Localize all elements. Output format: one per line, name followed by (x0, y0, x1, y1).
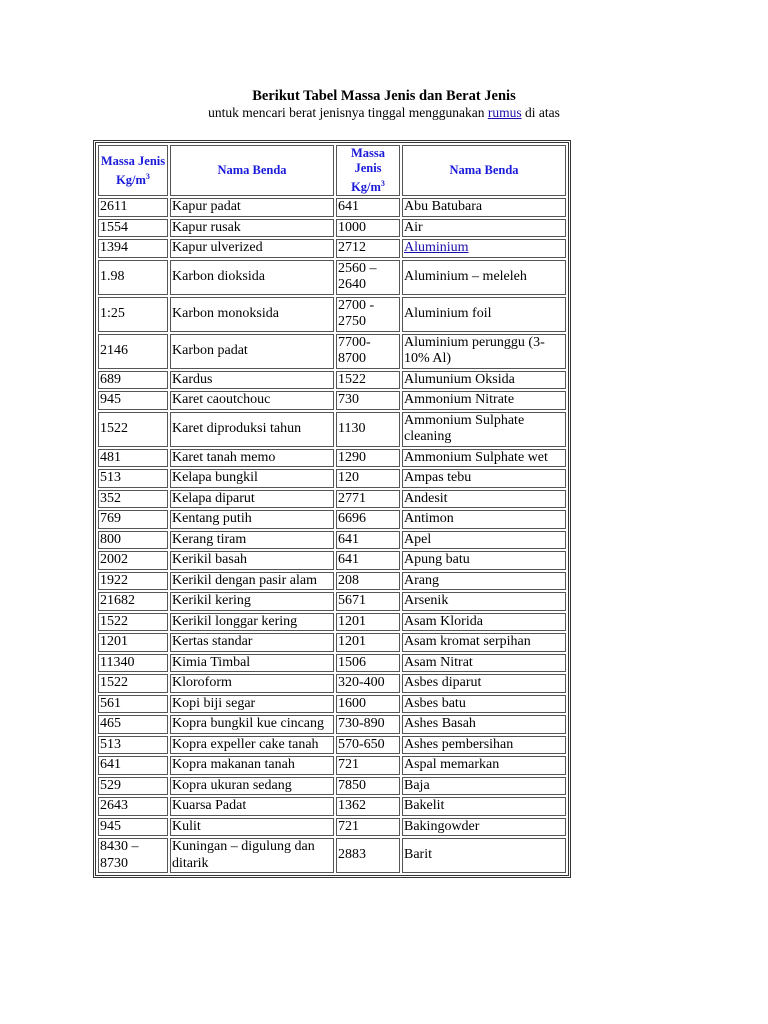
nama-benda-cell: Kerikil longgar kering (170, 613, 334, 632)
massa-jenis-cell: 641 (336, 531, 400, 550)
massa-jenis-cell: 689 (98, 371, 168, 390)
table-row (98, 818, 566, 837)
nama-benda-cell: Kimia Timbal (170, 654, 334, 673)
nama-benda-cell: Kardus (170, 371, 334, 390)
table-row (98, 715, 566, 734)
nama-benda-cell: Apel (402, 531, 566, 550)
nama-benda-cell: Asam Nitrat (402, 654, 566, 673)
density-table (93, 140, 571, 878)
table-row (98, 334, 566, 369)
massa-jenis-cell: 1522 (336, 371, 400, 390)
nama-benda-cell: Arang (402, 572, 566, 591)
table-row (98, 371, 566, 390)
massa-jenis-cell: 1362 (336, 797, 400, 816)
nama-benda-cell: Kapur ulverized (170, 239, 334, 258)
table-row (98, 510, 566, 529)
page-title: Berikut Tabel Massa Jenis dan Berat Jenis (252, 88, 516, 104)
nama-benda-cell: Karbon monoksida (170, 297, 334, 332)
nama-benda-cell: Aluminium perunggu (3-10% Al) (402, 334, 566, 369)
nama-benda-cell: Ammonium Nitrate (402, 391, 566, 410)
nama-benda-cell: Karet caoutchouc (170, 391, 334, 410)
nama-benda-cell: Abu Batubara (402, 198, 566, 217)
table-row (98, 551, 566, 570)
massa-jenis-cell: 1506 (336, 654, 400, 673)
massa-jenis-cell: 529 (98, 777, 168, 796)
nama-benda-cell: Kuarsa Padat (170, 797, 334, 816)
massa-jenis-cell: 1922 (98, 572, 168, 591)
nama-benda-cell: Kerikil dengan pasir alam (170, 572, 334, 591)
massa-jenis-cell: 21682 (98, 592, 168, 611)
nama-benda-cell: Antimon (402, 510, 566, 529)
massa-jenis-cell: 6696 (336, 510, 400, 529)
massa-jenis-cell: 513 (98, 469, 168, 488)
massa-jenis-cell: 7850 (336, 777, 400, 796)
massa-jenis-cell: 1000 (336, 219, 400, 238)
massa-jenis-cell: 8430 – 8730 (98, 838, 168, 873)
nama-benda-cell: Bakingowder (402, 818, 566, 837)
nama-benda-cell: Kopra bungkil kue cincang (170, 715, 334, 734)
nama-benda-cell: Karbon padat (170, 334, 334, 369)
massa-jenis-cell: 513 (98, 736, 168, 755)
massa-jenis-cell: 2771 (336, 490, 400, 509)
table-row (98, 674, 566, 693)
massa-jenis-cell: 730 (336, 391, 400, 410)
massa-jenis-cell: 1130 (336, 412, 400, 447)
table-body (98, 198, 566, 873)
table-row (98, 260, 566, 295)
nama-benda-cell: Andesit (402, 490, 566, 509)
column-header-massa-jenis-1: Massa Jenis $Kg/m^3$ (98, 145, 168, 196)
nama-benda-cell: Karbon dioksida (170, 260, 334, 295)
nama-benda-cell: Asbes diparut (402, 674, 566, 693)
table-row (98, 219, 566, 238)
massa-jenis-cell: 2002 (98, 551, 168, 570)
table-row (98, 572, 566, 591)
page-subtitle (0, 104, 768, 122)
massa-jenis-cell: 2712 (336, 239, 400, 258)
nama-benda-cell: Kopra ukuran sedang (170, 777, 334, 796)
table-row (98, 777, 566, 796)
massa-jenis-cell: 465 (98, 715, 168, 734)
nama-benda-cell: Ampas tebu (402, 469, 566, 488)
massa-jenis-cell: 1:25 (98, 297, 168, 332)
table-row (98, 490, 566, 509)
massa-jenis-cell: 721 (336, 818, 400, 837)
nama-benda-cell: Kentang putih (170, 510, 334, 529)
nama-benda-cell: Kerikil kering (170, 592, 334, 611)
massa-jenis-cell: 208 (336, 572, 400, 591)
nama-benda-cell: Arsenik (402, 592, 566, 611)
nama-benda-cell: Kopi biji segar (170, 695, 334, 714)
table-row (98, 613, 566, 632)
nama-benda-cell: Asbes batu (402, 695, 566, 714)
massa-jenis-cell: 1201 (336, 633, 400, 652)
nama-benda-cell: Ashes Basah (402, 715, 566, 734)
nama-benda-cell: Apung batu (402, 551, 566, 570)
nama-benda-cell: Kapur rusak (170, 219, 334, 238)
massa-jenis-cell: 2560 – 2640 (336, 260, 400, 295)
table-row (98, 297, 566, 332)
massa-jenis-cell: 1522 (98, 674, 168, 693)
nama-benda-cell: Aluminium foil (402, 297, 566, 332)
massa-jenis-cell: 1522 (98, 613, 168, 632)
nama-benda-cell: Kertas standar (170, 633, 334, 652)
massa-jenis-cell: 352 (98, 490, 168, 509)
nama-benda-cell (402, 239, 566, 258)
material-link[interactable]: Aluminium (404, 240, 469, 256)
table-row (98, 756, 566, 775)
nama-benda-cell: Kerang tiram (170, 531, 334, 550)
massa-jenis-cell: 945 (98, 818, 168, 837)
nama-benda-cell: Kopra makanan tanah (170, 756, 334, 775)
nama-benda-cell: Kuningan – digulung dan ditarik (170, 838, 334, 873)
nama-benda-cell: Baja (402, 777, 566, 796)
rumus-link[interactable]: rumus (487, 105, 522, 120)
massa-jenis-cell: 481 (98, 449, 168, 468)
massa-jenis-cell: 570-650 (336, 736, 400, 755)
table-row (98, 391, 566, 410)
nama-benda-cell: Ammonium Sulphate cleaning (402, 412, 566, 447)
nama-benda-cell: Aluminium – meleleh (402, 260, 566, 295)
table-row (98, 592, 566, 611)
table-header-row (98, 145, 566, 196)
massa-jenis-cell: 561 (98, 695, 168, 714)
nama-benda-cell: Kloroform (170, 674, 334, 693)
massa-jenis-cell: 320-400 (336, 674, 400, 693)
nama-benda-cell: Barit (402, 838, 566, 873)
column-header-nama-benda-1: Nama Benda (170, 145, 334, 196)
massa-jenis-cell: 1394 (98, 239, 168, 258)
massa-jenis-cell: 1600 (336, 695, 400, 714)
nama-benda-cell: Kopra expeller cake tanah (170, 736, 334, 755)
massa-jenis-cell: 11340 (98, 654, 168, 673)
massa-jenis-cell: 1554 (98, 219, 168, 238)
massa-jenis-cell: 1522 (98, 412, 168, 447)
table-row (98, 695, 566, 714)
table-row (98, 838, 566, 873)
nama-benda-cell: Asam kromat serpihan (402, 633, 566, 652)
massa-jenis-cell: 641 (336, 198, 400, 217)
massa-jenis-cell: 5671 (336, 592, 400, 611)
massa-jenis-cell: 721 (336, 756, 400, 775)
table-row (98, 797, 566, 816)
nama-benda-cell: Kelapa diparut (170, 490, 334, 509)
table-row (98, 412, 566, 447)
massa-jenis-cell: 1201 (98, 633, 168, 652)
nama-benda-cell: Bakelit (402, 797, 566, 816)
nama-benda-cell: Kapur padat (170, 198, 334, 217)
column-header-massa-jenis-2: Massa Jenis $Kg/m^3$ (336, 145, 400, 196)
subtitle-text-after: di atas (524, 105, 560, 120)
massa-jenis-cell: 2643 (98, 797, 168, 816)
massa-jenis-cell: 769 (98, 510, 168, 529)
nama-benda-cell: Aspal memarkan (402, 756, 566, 775)
subtitle-text-before: untuk mencari berat jenisnya tinggal menggunakan (208, 105, 485, 120)
nama-benda-cell: Kerikil basah (170, 551, 334, 570)
nama-benda-cell: Asam Klorida (402, 613, 566, 632)
massa-jenis-cell: 800 (98, 531, 168, 550)
massa-jenis-cell: 120 (336, 469, 400, 488)
nama-benda-cell: Alumunium Oksida (402, 371, 566, 390)
table-row (98, 633, 566, 652)
massa-jenis-cell: 1290 (336, 449, 400, 468)
nama-benda-cell: Karet tanah memo (170, 449, 334, 468)
nama-benda-cell: Ammonium Sulphate wet (402, 449, 566, 468)
massa-jenis-cell: 641 (98, 756, 168, 775)
massa-jenis-cell: 2146 (98, 334, 168, 369)
nama-benda-cell: Karet diproduksi tahun (170, 412, 334, 447)
table-row (98, 449, 566, 468)
table-row (98, 736, 566, 755)
massa-jenis-cell: 1.98 (98, 260, 168, 295)
table-row (98, 239, 566, 258)
nama-benda-cell: Air (402, 219, 566, 238)
massa-jenis-cell: 2883 (336, 838, 400, 873)
table-row (98, 469, 566, 488)
massa-jenis-cell: 641 (336, 551, 400, 570)
massa-jenis-cell: 945 (98, 391, 168, 410)
massa-jenis-cell: 730-890 (336, 715, 400, 734)
column-header-nama-benda-2: Nama Benda (402, 145, 566, 196)
nama-benda-cell: Kulit (170, 818, 334, 837)
table-row (98, 654, 566, 673)
massa-jenis-cell: 1201 (336, 613, 400, 632)
table-row (98, 198, 566, 217)
massa-jenis-cell: 2611 (98, 198, 168, 217)
nama-benda-cell: Ashes pembersihan (402, 736, 566, 755)
nama-benda-cell: Kelapa bungkil (170, 469, 334, 488)
table-row (98, 531, 566, 550)
massa-jenis-cell: 7700-8700 (336, 334, 400, 369)
massa-jenis-cell: 2700 - 2750 (336, 297, 400, 332)
